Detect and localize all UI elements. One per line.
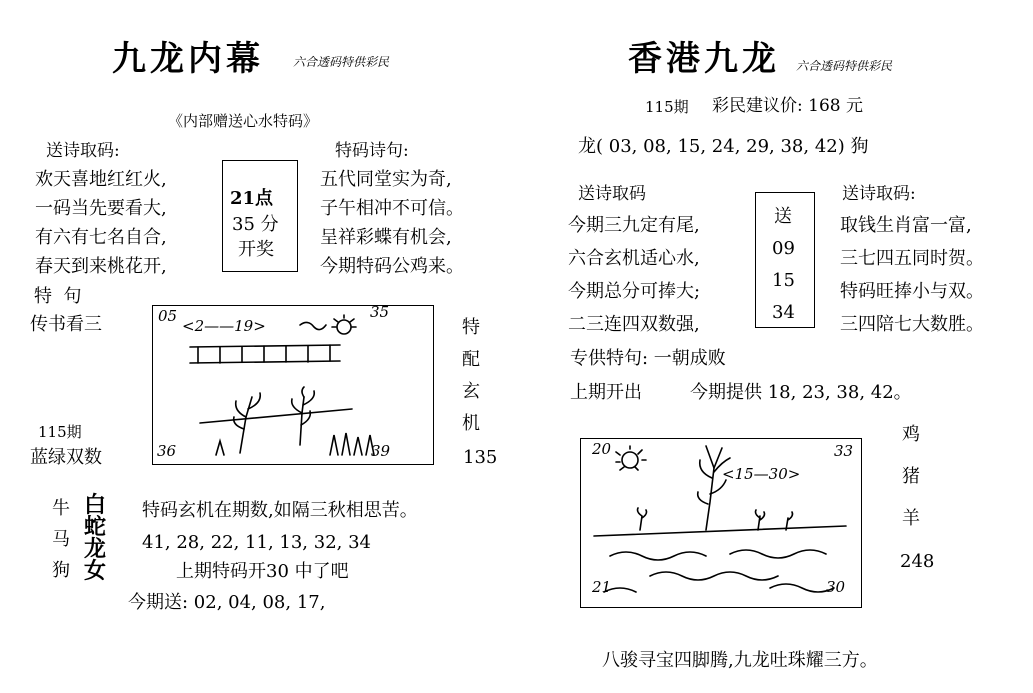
special-phrase-label: 特 句: [34, 286, 82, 307]
left-subtitle: 六合透码特供彩民: [293, 55, 390, 69]
left-today-send: 今期送: 02, 04, 08, 17,: [128, 592, 326, 613]
right-last-label: 上期开出: [570, 382, 642, 403]
right-poem-left-line: 今期总分可捧大;: [568, 281, 701, 302]
right-poem-left-line: 六合玄机适心水,: [568, 248, 700, 269]
right-poem-right-line: 三四陪七大数胜。: [840, 314, 984, 335]
right-side-number: 248: [900, 551, 935, 572]
zodiac-col2-item: 白: [84, 492, 107, 518]
right-poem-right-line: 特码旺捧小与双。: [840, 281, 984, 302]
zodiac-col1-item: 狗: [52, 560, 70, 581]
right-period: 115期: [645, 98, 689, 116]
right-provide: 今期提供 18, 23, 38, 42。: [690, 382, 912, 403]
zodiac-col1-item: 牛: [52, 498, 70, 519]
right-range-line: 龙( 03, 08, 15, 24, 29, 38, 42) 狗: [578, 136, 869, 157]
right-poem-left-header: 送诗取码: [578, 184, 646, 204]
zodiac-col2-item: 龙: [84, 536, 107, 562]
left-poem-right-header: 特码诗句:: [335, 141, 409, 161]
right-price: 彩民建议价: 168 元: [712, 96, 863, 116]
zodiac-col2-item: 蛇: [84, 514, 107, 540]
right-side-animal: 鸡: [902, 424, 920, 445]
left-side-char: 玄: [462, 381, 480, 402]
draw-time-minute: 35 分: [232, 214, 279, 235]
zodiac-col2-item: 女: [84, 558, 107, 584]
left-pic-number-br: 39: [371, 442, 391, 460]
left-poem-right-line: 子午相冲不可信。: [320, 198, 464, 219]
right-pic-number-tr: 33: [834, 442, 854, 460]
right-title: 香港九龙: [628, 39, 780, 79]
left-side-char: 特: [462, 317, 480, 338]
left-poem-left-line: 有六有七名自合,: [35, 227, 167, 248]
left-last-period: 上期特码开30 中了吧: [176, 561, 349, 582]
send-label: 送: [774, 206, 792, 227]
left-poem-left-line: 一码当先要看大,: [35, 198, 167, 219]
left-clue: 特码玄机在期数,如隔三秋相思苦。: [142, 500, 418, 521]
left-side-number: 135: [463, 447, 498, 468]
right-pic-number-tl: 20: [592, 440, 612, 458]
draw-time-label: 开奖: [238, 239, 274, 260]
right-poem-right-line: 取钱生肖富一富,: [840, 215, 972, 236]
left-period-text: 蓝绿双数: [30, 447, 102, 468]
right-pic-number-br: 30: [826, 578, 846, 596]
left-period: 115期: [38, 423, 82, 441]
left-poem-left-line: 春天到来桃花开,: [35, 256, 167, 277]
right-footer: 八骏寻宝四脚腾,九龙吐珠耀三方。: [602, 650, 878, 671]
right-special-line: 专供特句: 一朝成败: [570, 348, 726, 369]
left-poem-right-line: 五代同堂实为奇,: [320, 169, 452, 190]
right-poem-right-header: 送诗取码:: [842, 184, 916, 204]
right-poem-left-line: 今期三九定有尾,: [568, 215, 700, 236]
send-number: 34: [772, 302, 795, 323]
zodiac-col1-item: 马: [52, 529, 70, 550]
right-pic-number-bl: 21: [592, 578, 612, 596]
left-pic-number-bl: 36: [157, 442, 177, 460]
send-number: 09: [772, 238, 795, 259]
left-poem-left-header: 送诗取码:: [46, 141, 120, 161]
left-poem-left-line: 欢天喜地红红火,: [35, 169, 167, 190]
right-side-animal: 猪: [902, 466, 920, 487]
left-number-list: 41, 28, 22, 11, 13, 32, 34: [142, 532, 371, 553]
right-sketch: [580, 438, 860, 606]
send-number: 15: [772, 270, 795, 291]
left-poem-right-line: 呈祥彩蝶有机会,: [320, 227, 452, 248]
left-title: 九龙内幕: [112, 39, 264, 79]
left-side-char: 机: [462, 413, 480, 434]
left-pic-number-tr: 35: [370, 303, 390, 321]
left-side-char: 配: [462, 349, 480, 370]
draw-time-hour: 21点: [230, 188, 274, 209]
right-subtitle: 六合透码特供彩民: [796, 59, 893, 73]
right-pic-range: <15—30>: [722, 465, 801, 483]
left-note: 《内部赠送心水特码》: [168, 112, 319, 130]
special-phrase-text: 传书看三: [30, 314, 102, 335]
left-sketch: [152, 305, 432, 463]
right-poem-right-line: 三七四五同时贺。: [840, 248, 984, 269]
left-pic-range: <2——19>: [182, 317, 266, 335]
right-side-animal: 羊: [902, 508, 920, 529]
left-pic-number-tl: 05: [158, 307, 178, 325]
right-poem-left-line: 二三连四双数强,: [568, 314, 700, 335]
left-poem-right-line: 今期特码公鸡来。: [320, 256, 464, 277]
